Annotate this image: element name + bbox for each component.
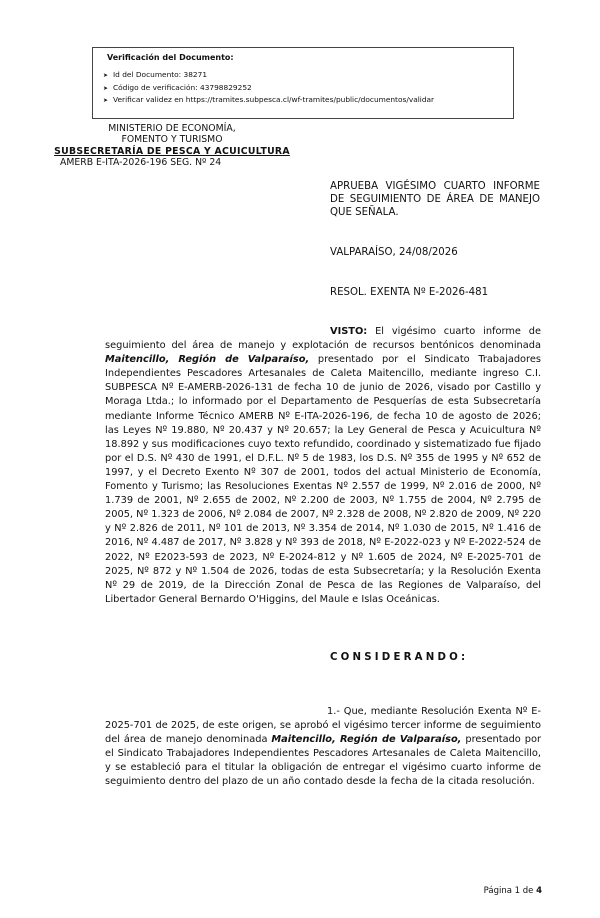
verification-item-id: ➤ Id del Documento: 38271 (103, 69, 503, 82)
considerando-heading: CONSIDERANDO: (330, 652, 469, 663)
page-total: 4 (536, 886, 542, 896)
verification-item-url[interactable]: ➤ Verificar validez en https://tramites.subpesca.cl/wf-tramites/public/documentos/validar (103, 94, 503, 107)
bullet-icon: ➤ (103, 84, 109, 92)
subsecretaria-name: SUBSECRETARÍA DE PESCA Y ACUICULTURA (54, 145, 290, 157)
area-name: Maitencillo, Región de Valparaíso, (271, 734, 462, 746)
place-date: VALPARAÍSO, 24/08/2026 (330, 247, 458, 258)
resolution-number: RESOL. EXENTA Nº E-2026-481 (330, 287, 489, 298)
area-name: Maitencillo, Región de Valparaíso, (105, 354, 310, 366)
ministry-line-2: FOMENTO Y TURISMO (121, 134, 223, 146)
visto-paragraph: VISTO: El vigésimo cuarto informe de seguimiento del área de manejo y explotación de recursos bentónicos denominada Maitencillo, Región de Valparaíso, presentado por el Sindicato Trabajadores Independientes Pescadores Artesanales de Caleta Maitencillo, mediante ingreso C.I. SUBPESCA Nº E-AMERB-2026-131 de fecha 10 de junio de 2026, visado por Castillo y Moraga Ltda.; lo informado por el Departamento de Pesquerías de esta Subsecretaría mediante Informe Técnico AMERB Nº E-ITA-2026-196, de fecha 10 de agosto de 2026; las Leyes Nº 19.880, Nº 20.437 y Nº 20.657; la Ley General de Pesca y Acuicultura Nº 18.892 y sus modificaciones cuyo texto refundido, coordinado y sistematizado fue fijado por el D.S. Nº 430 de 1991, el D.F.L. Nº 5 de 1983, los D.S. Nº 355 de 1995 y Nº 652 de 1997, y el Decreto Exento Nº 307 de 2001, todos del actual Ministerio de Economía, Fomento y Turismo; las Resoluciones Exentas Nº 2.557 de 1999, Nº 2.016 de 2000, Nº 1.739 de 2001, Nº 2.655 de 2002, Nº 2.200 de 2003, Nº 1.755 de 2004, Nº 2.795 de 2005, Nº 1.323 de 2006, Nº 2.084 de 2007, Nº 2.328 de 2008, Nº 2.820 de 2009, Nº 220 y Nº 2.826 de 2011, Nº 101 de 2013, Nº 3.354 de 2014, Nº 1.030 de 2015, Nº 1.416 de 2016, Nº 4.487 de 2017, Nº 3.828 y Nº 393 de 2018, Nº E-2022-023 y Nº E-2022-524 de 2022, Nº E2023-593 de 2023, Nº E-2024-812 y Nº 1.605 de 2024, Nº E-2025-701 de 2025, Nº 872 y Nº 1.504 de 2026, todas de esta Subsecretaría; y la Resolución Exenta Nº 29 de 2019, de la Dirección Zonal de Pesca de las Regiones de Valparaíso, del Libertador General Bernardo O'Higgins, del Maule e Islas Oceánicas. (105, 326, 541, 605)
visto-lead: VISTO: (330, 326, 368, 337)
page-number: Página 1 de 4 (483, 886, 542, 896)
bullet-icon: ➤ (103, 72, 109, 79)
ministry-header (42, 123, 302, 169)
verification-item-code: ➤ Código de verificación: 43798829252 (103, 82, 503, 95)
amerb-reference: AMERB E-ITA-2026-196 SEG. Nº 24 (60, 157, 222, 169)
verification-list (103, 69, 503, 107)
bullet-icon: ➤ (103, 97, 109, 104)
verification-title: Verificación del Documento: (107, 53, 234, 62)
document-subject: APRUEBA VIGÉSIMO CUARTO INFORME DE SEGUIMIENTO DE ÁREA DE MANEJO QUE SEÑALA. (330, 181, 540, 218)
ministry-line-1: MINISTERIO DE ECONOMÍA, (108, 123, 236, 134)
considerando-paragraph-1: 1.- Que, mediante Resolución Exenta Nº E-2025-701 de 2025, de este origen, se aprobó el vigésimo tercer informe de seguimiento del área de manejo denominada Maitencillo, Región de Valparaíso, presentado por el Sindicato Trabajadores Independientes Pescadores Artesanales de Caleta Maitencillo, y se estableció para el titular la obligación de entregar el vigésimo cuarto informe de seguimiento dentro del plazo de un año contado desde la fecha de la citada resolución. (105, 706, 541, 788)
verification-box (92, 47, 514, 119)
